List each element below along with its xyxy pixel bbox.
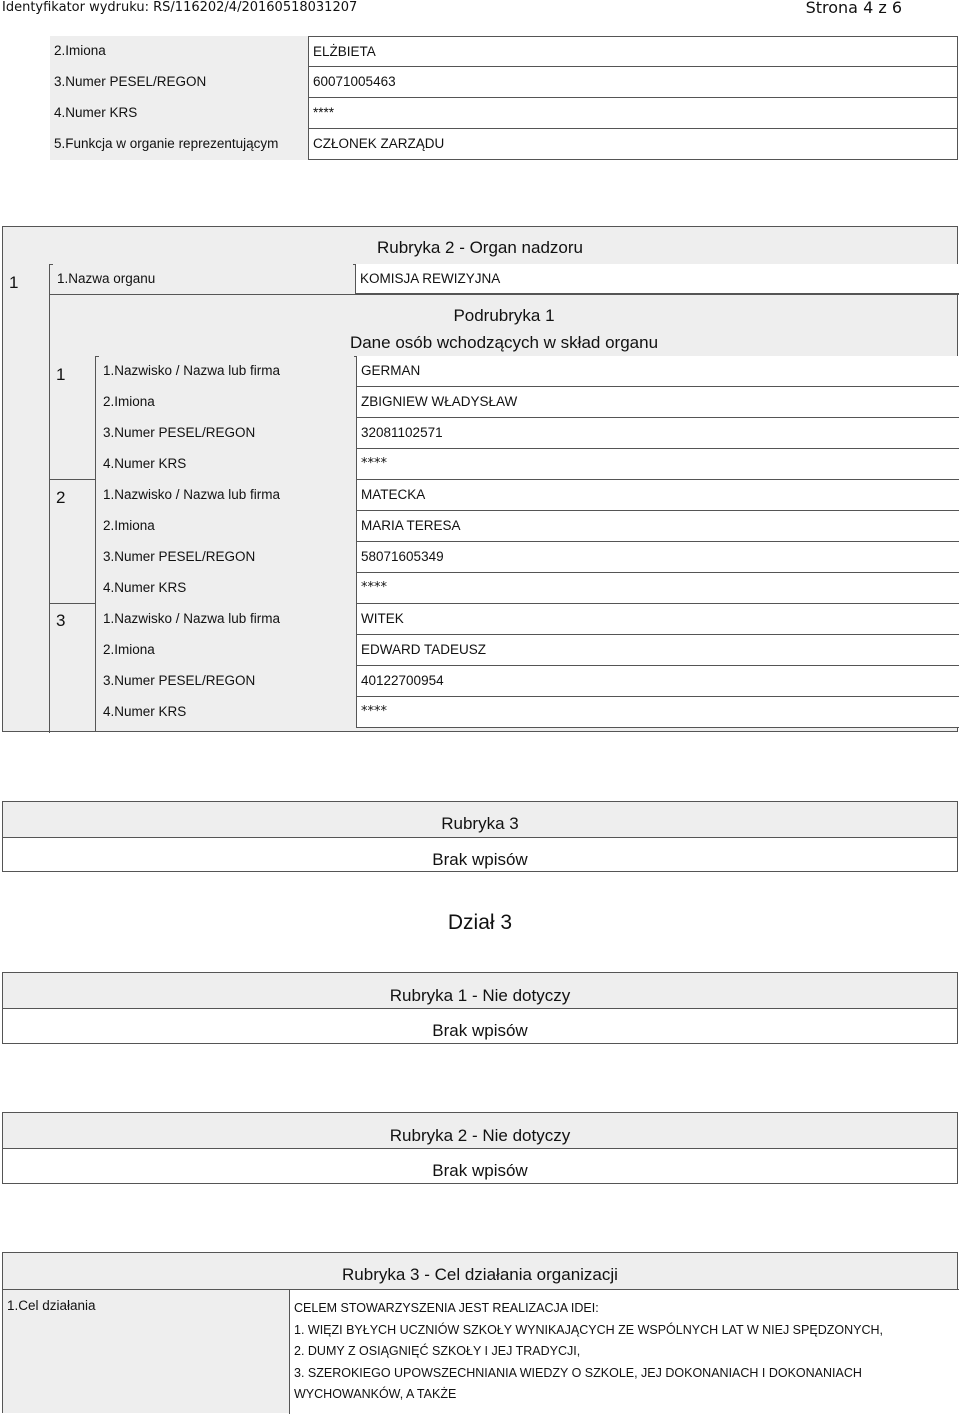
- value-imiona: EDWARD TADEUSZ: [356, 635, 959, 666]
- print-identifier: Identyfikator wydruku: RS/116202/4/20160518031207: [2, 0, 358, 15]
- top-person-table: [50, 36, 958, 160]
- rubryka-3-cel-section: [2, 1252, 958, 1413]
- value-funkcja: CZŁONEK ZARZĄDU: [308, 129, 958, 160]
- dzial-3-title: Dział 3: [447, 911, 513, 934]
- organ-nadzoru-title: Rubryka 2 - Organ nadzoru: [377, 238, 583, 257]
- organ-nadzoru-section: [2, 226, 958, 732]
- rubryka-3-section: [2, 801, 958, 872]
- label-imiona: 2.Imiona: [99, 635, 354, 666]
- label-krs: 4.Numer KRS: [99, 697, 354, 728]
- value-pesel: 58071605349: [356, 542, 959, 573]
- label-pesel: 3.Numer PESEL/REGON: [50, 67, 307, 98]
- value-imiona: ZBIGNIEW WŁADYSŁAW: [356, 387, 959, 418]
- page-number: Strona 4 z 6: [805, 0, 902, 17]
- value-krs: ****: [308, 98, 958, 129]
- label-imiona: 2.Imiona: [50, 36, 307, 67]
- label-krs: 4.Numer KRS: [50, 98, 307, 129]
- rubryka-3-empty: Brak wpisów: [432, 850, 528, 869]
- rubryka-1-title: Rubryka 1 - Nie dotyczy: [3, 973, 957, 1009]
- value-nazwisko: MATECKA: [356, 480, 959, 511]
- person-index-3: 3: [56, 611, 66, 630]
- label-pesel: 3.Numer PESEL/REGON: [99, 666, 354, 697]
- value-pesel: 32081102571: [356, 418, 959, 449]
- cel-label: 1.Cel działania: [7, 1298, 96, 1313]
- value-krs: ****: [356, 449, 959, 480]
- cel-line: 2. DUMY Z OSIĄGNIĘĆ SZKOŁY I JEJ TRADYCJI,: [294, 1344, 581, 1358]
- rubryka-2-title: Rubryka 2 - Nie dotyczy: [3, 1113, 957, 1149]
- cel-title: Rubryka 3 - Cel działania organizacji: [342, 1265, 618, 1284]
- label-krs: 4.Numer KRS: [99, 449, 354, 480]
- label-nazwa-organu: 1.Nazwa organu: [53, 264, 353, 294]
- person-index-2: 2: [56, 488, 66, 507]
- rubryka-2-empty: Brak wpisów: [432, 1161, 528, 1180]
- label-pesel: 3.Numer PESEL/REGON: [99, 418, 354, 449]
- podrubryka-title: Podrubryka 1: [453, 306, 555, 325]
- value-nazwisko: WITEK: [356, 604, 959, 635]
- label-pesel: 3.Numer PESEL/REGON: [99, 542, 354, 573]
- value-nazwisko: GERMAN: [356, 356, 959, 387]
- label-imiona: 2.Imiona: [99, 511, 354, 542]
- cel-line: WYCHOWANKÓW, A TAKŻE: [294, 1387, 457, 1401]
- organ-index: 1: [9, 273, 19, 292]
- value-imiona: ELŻBIETA: [308, 36, 958, 67]
- rubryka-1-section: [2, 972, 958, 1044]
- value-krs: ****: [356, 697, 959, 728]
- rubryka-2-section: [2, 1112, 958, 1184]
- podrubryka-subtitle: Dane osób wchodzących w skład organu: [349, 333, 659, 352]
- label-funkcja: 5.Funkcja w organie reprezentującym: [50, 129, 307, 160]
- cel-value: [289, 1290, 959, 1414]
- rubryka-3-title: Rubryka 3: [3, 802, 957, 838]
- podrubryka-1: [49, 294, 959, 731]
- label-nazwisko: 1.Nazwisko / Nazwa lub firma: [99, 480, 354, 511]
- label-krs: 4.Numer KRS: [99, 573, 354, 604]
- value-krs: ****: [356, 573, 959, 604]
- label-imiona: 2.Imiona: [99, 387, 354, 418]
- rubryka-1-empty: Brak wpisów: [432, 1021, 528, 1040]
- person-index-1: 1: [56, 365, 66, 384]
- value-imiona: MARIA TERESA: [356, 511, 959, 542]
- value-pesel: 40122700954: [356, 666, 959, 697]
- value-pesel: 60071005463: [308, 67, 958, 98]
- cel-line: CELEM STOWARZYSZENIA JEST REALIZACJA IDEI:: [294, 1301, 599, 1315]
- cel-line: 1. WIĘZI BYŁYCH UCZNIÓW SZKOŁY WYNIKAJĄCYCH ZE WSPÓLNYCH LAT W NIEJ SPĘDZONYCH,: [294, 1322, 883, 1337]
- value-nazwa-organu: KOMISJA REWIZYJNA: [355, 264, 959, 294]
- label-nazwisko: 1.Nazwisko / Nazwa lub firma: [99, 604, 354, 635]
- cel-line: 3. SZEROKIEGO UPOWSZECHNIANIA WIEDZY O SZKOLE, JEJ DOKONANIACH I DOKONANIACH: [294, 1365, 862, 1380]
- label-nazwisko: 1.Nazwisko / Nazwa lub firma: [99, 356, 354, 387]
